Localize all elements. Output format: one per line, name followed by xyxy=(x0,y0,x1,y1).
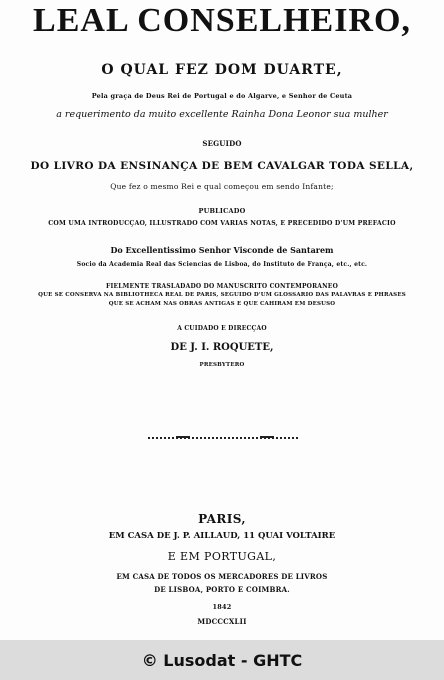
livro-sub: Que fez o mesmo Rei e qual começou em sendo Infante; xyxy=(110,182,334,191)
line-italic-rainha: a requerimento da muito excellente Rainha Dona Leonor sua mulher xyxy=(56,109,388,120)
imprint-city: PARIS, xyxy=(198,512,246,526)
line-palavras: QUE SE ACHAM NAS OBRAS ANTIGAS E QUE CAHIRAM EM DESUSO xyxy=(108,301,336,307)
imprint-portugal: E EM PORTUGAL, xyxy=(167,550,277,563)
line-fielmente: FIELMENTE TRASLADADO DO MANUSCRITO CONTEMPORANEO xyxy=(105,283,339,290)
year-small: 1842 xyxy=(212,603,232,611)
livro-title: DO LIVRO DA ENSINANÇA DE BEM CAVALGAR TODA SELLA, xyxy=(30,160,414,172)
word-presbytero: PRESBYTERO xyxy=(199,362,245,368)
word-seguido: SEGUIDO xyxy=(202,139,242,148)
publisher-line: EM CASA DE J. P. AILLAUD, 11 QUAI VOLTAIRE xyxy=(108,531,336,541)
sellers-line-1: EM CASA DE TODOS OS MERCADORES DE LIVROS xyxy=(116,572,328,581)
line-introducao: COM UMA INTRODUCÇÃO, ILLUSTRADO COM VARIAS NOTAS, E PRECEDIDO D'UM PREFACIO xyxy=(48,220,396,227)
line-pela-graca: Pela graça de Deus Rei de Portugal e do Algarve, e Senhor de Ceuta xyxy=(91,92,353,100)
main-title: LEAL CONSELHEIRO, xyxy=(33,2,411,39)
subtitle: O QUAL FEZ DOM DUARTE, xyxy=(101,62,343,78)
ornamental-rule xyxy=(148,437,298,443)
year-roman: MDCCCXLII xyxy=(197,617,247,626)
author: DE J. I. ROQUÊTE, xyxy=(170,342,274,353)
line-codice: QUE SE CONSERVA NA BIBLIOTHECA REAL DE PARIS, SEGUIDO D'UM GLOSSARIO DAS PALAVRAS E PHRASES xyxy=(38,292,406,298)
word-publicado: PUBLICADO xyxy=(198,207,246,215)
line-senhor: Do Excellentissimo Senhor Visconde de Santarem xyxy=(110,245,334,255)
rule-dash-left xyxy=(176,436,190,438)
line-socio: Socio da Academia Real das Sciencias de Lisboa, do Instituto de França, etc., etc. xyxy=(76,261,368,268)
copyright-text: © Lusodat - GHTC xyxy=(141,650,303,670)
sellers-line-2: DE LISBOA, PORTO E COIMBRA. xyxy=(154,585,290,594)
line-cuidado: A CUIDADO E DIRECÇÃO xyxy=(177,325,267,332)
rule-dash-right xyxy=(260,436,274,438)
copyright-footer xyxy=(0,640,444,680)
